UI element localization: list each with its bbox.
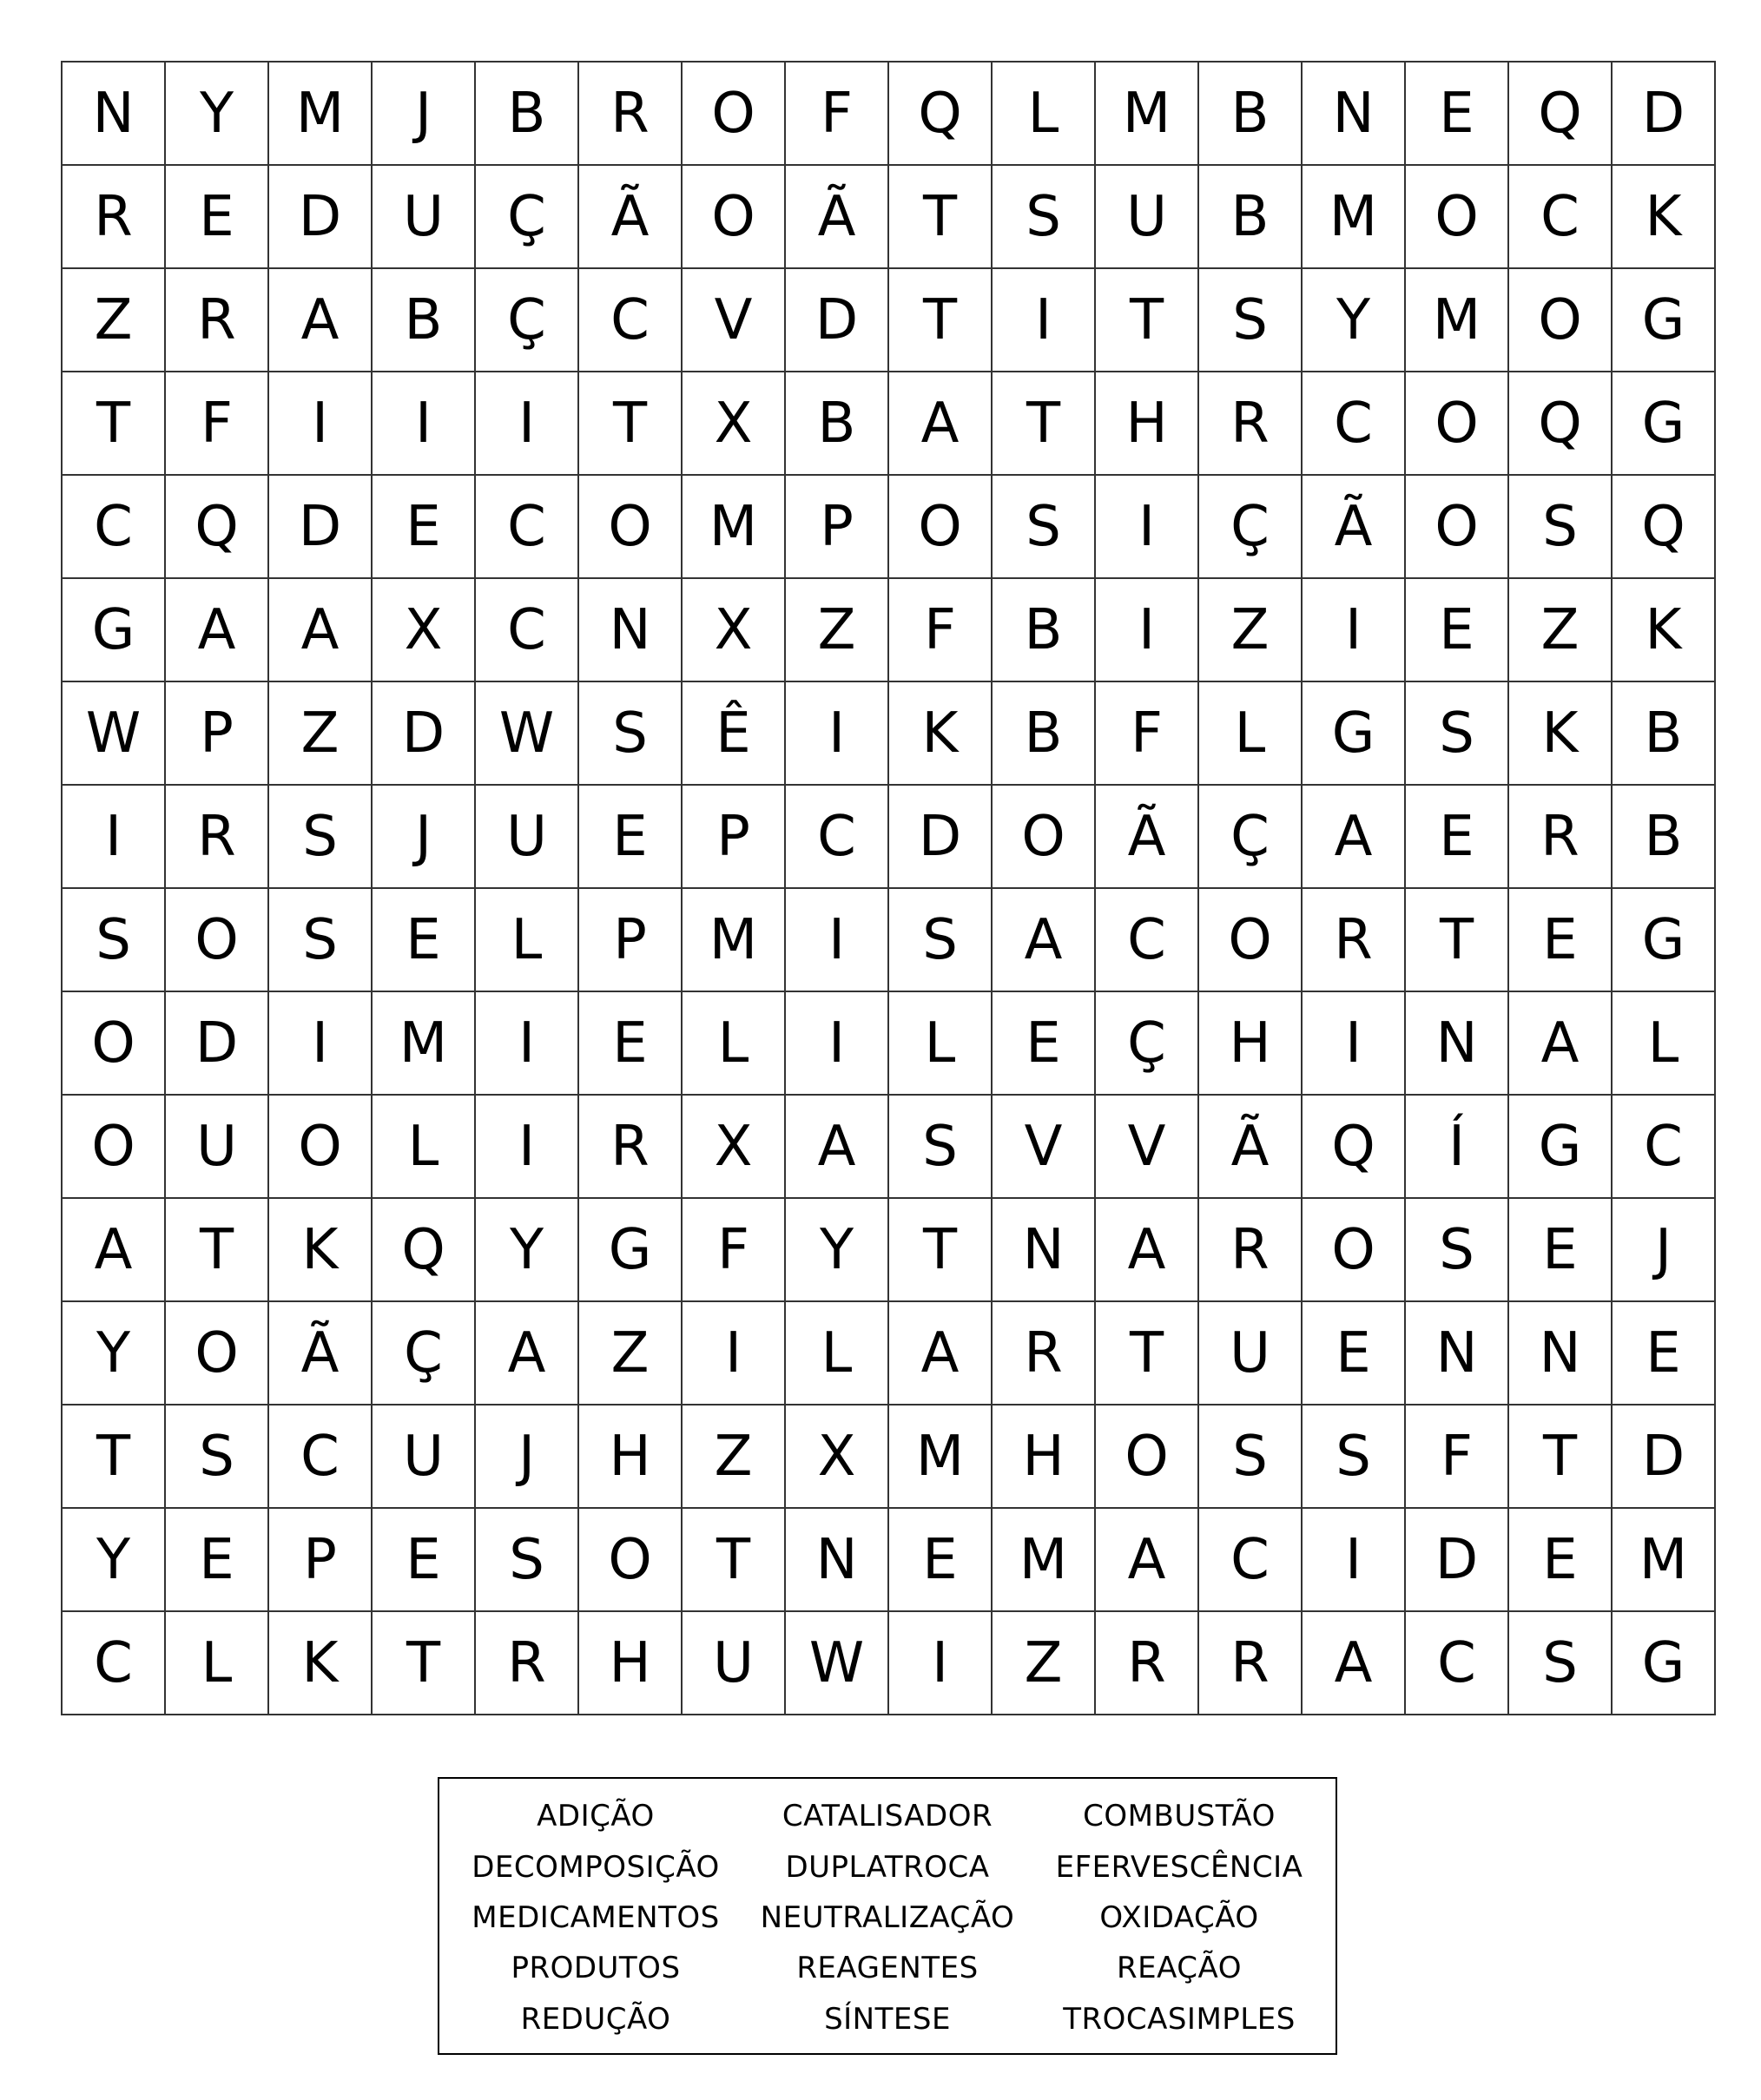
grid-cell[interactable]: C: [1406, 1612, 1509, 1715]
grid-cell[interactable]: A: [476, 1302, 579, 1405]
letter-grid: [61, 61, 1716, 1715]
grid-cell[interactable]: G: [1613, 1612, 1716, 1715]
grid-cell[interactable]: D: [1613, 63, 1716, 166]
grid-cell[interactable]: I: [1096, 476, 1199, 579]
word-list-item: MEDICAMENTOS: [472, 1899, 720, 1935]
grid-cell[interactable]: A: [1303, 1612, 1406, 1715]
grid-cell[interactable]: I: [1303, 1509, 1406, 1612]
grid-cell[interactable]: I: [786, 682, 889, 786]
grid-cell[interactable]: S: [993, 166, 1096, 269]
grid-cell[interactable]: C: [1509, 166, 1613, 269]
grid-cell[interactable]: Z: [1199, 579, 1303, 682]
grid-cell[interactable]: O: [63, 992, 166, 1096]
grid-cell[interactable]: Ã: [1096, 786, 1199, 889]
grid-cell[interactable]: T: [1509, 1405, 1613, 1509]
grid-cell[interactable]: N: [1509, 1302, 1613, 1405]
grid-cell[interactable]: U: [476, 786, 579, 889]
grid-cell[interactable]: S: [166, 1405, 269, 1509]
grid-cell[interactable]: Ç: [373, 1302, 476, 1405]
grid-cell[interactable]: E: [166, 1509, 269, 1612]
grid-cell[interactable]: F: [786, 63, 889, 166]
word-list-item: DUPLATROCA: [785, 1849, 990, 1885]
grid-cell[interactable]: O: [1406, 166, 1509, 269]
grid-cell[interactable]: E: [1613, 1302, 1716, 1405]
grid-cell[interactable]: N: [1406, 992, 1509, 1096]
word-list-item: TROCASIMPLES: [1063, 2001, 1296, 2037]
grid-cell[interactable]: A: [993, 889, 1096, 992]
grid-cell[interactable]: S: [889, 889, 993, 992]
grid-cell[interactable]: D: [1613, 1405, 1716, 1509]
grid-cell[interactable]: F: [1406, 1405, 1509, 1509]
grid-cell[interactable]: E: [1509, 1509, 1613, 1612]
grid-cell[interactable]: J: [1613, 1199, 1716, 1302]
grid-cell[interactable]: Q: [373, 1199, 476, 1302]
grid-cell[interactable]: E: [1509, 889, 1613, 992]
grid-cell[interactable]: R: [166, 786, 269, 889]
grid-cell[interactable]: R: [1199, 1612, 1303, 1715]
grid-cell[interactable]: Q: [1303, 1096, 1406, 1199]
grid-cell[interactable]: L: [786, 1302, 889, 1405]
grid-cell[interactable]: R: [1199, 372, 1303, 476]
grid-cell[interactable]: O: [1406, 476, 1509, 579]
grid-cell[interactable]: I: [476, 1096, 579, 1199]
grid-cell[interactable]: I: [476, 992, 579, 1096]
grid-cell[interactable]: I: [269, 992, 373, 1096]
grid-cell[interactable]: I: [1303, 992, 1406, 1096]
grid-cell[interactable]: B: [1199, 166, 1303, 269]
grid-cell[interactable]: L: [476, 889, 579, 992]
grid-cell[interactable]: J: [373, 786, 476, 889]
grid-cell[interactable]: B: [1613, 786, 1716, 889]
grid-cell[interactable]: Í: [1406, 1096, 1509, 1199]
grid-cell[interactable]: I: [476, 372, 579, 476]
grid-cell[interactable]: T: [1096, 269, 1199, 372]
grid-cell[interactable]: E: [579, 992, 683, 1096]
grid-cell[interactable]: O: [579, 1509, 683, 1612]
word-list-item: REDUÇÃO: [520, 2001, 671, 2037]
grid-cell[interactable]: E: [1406, 579, 1509, 682]
grid-cell[interactable]: R: [1303, 889, 1406, 992]
grid-cell[interactable]: E: [373, 889, 476, 992]
grid-cell[interactable]: D: [889, 786, 993, 889]
grid-cell[interactable]: T: [373, 1612, 476, 1715]
grid-cell[interactable]: W: [63, 682, 166, 786]
grid-cell[interactable]: Z: [993, 1612, 1096, 1715]
grid-cell[interactable]: S: [269, 786, 373, 889]
word-list-item: PRODUTOS: [511, 1951, 681, 1986]
grid-cell[interactable]: E: [1509, 1199, 1613, 1302]
grid-cell[interactable]: L: [1199, 682, 1303, 786]
grid-cell[interactable]: P: [683, 786, 786, 889]
grid-cell[interactable]: G: [1613, 889, 1716, 992]
grid-cell[interactable]: Ç: [1199, 476, 1303, 579]
grid-cell[interactable]: H: [1096, 372, 1199, 476]
grid-cell[interactable]: S: [269, 889, 373, 992]
grid-cell[interactable]: A: [786, 1096, 889, 1199]
grid-cell[interactable]: E: [579, 786, 683, 889]
grid-cell[interactable]: C: [1199, 1509, 1303, 1612]
grid-cell[interactable]: A: [889, 1302, 993, 1405]
grid-cell[interactable]: L: [683, 992, 786, 1096]
grid-cell[interactable]: Ã: [1199, 1096, 1303, 1199]
grid-cell[interactable]: G: [579, 1199, 683, 1302]
grid-cell[interactable]: A: [1096, 1199, 1199, 1302]
grid-cell[interactable]: B: [993, 682, 1096, 786]
grid-cell[interactable]: Ç: [1096, 992, 1199, 1096]
word-list-item: ADIÇÃO: [537, 1799, 655, 1834]
grid-cell[interactable]: O: [63, 1096, 166, 1199]
grid-cell[interactable]: Q: [1509, 372, 1613, 476]
grid-cell[interactable]: M: [1406, 269, 1509, 372]
grid-cell[interactable]: O: [1199, 889, 1303, 992]
grid-cell[interactable]: T: [1406, 889, 1509, 992]
grid-cell[interactable]: T: [889, 166, 993, 269]
grid-cell[interactable]: Y: [786, 1199, 889, 1302]
grid-cell[interactable]: T: [63, 372, 166, 476]
grid-cell[interactable]: L: [166, 1612, 269, 1715]
grid-cell[interactable]: O: [579, 476, 683, 579]
grid-cell[interactable]: S: [993, 476, 1096, 579]
grid-cell[interactable]: B: [993, 579, 1096, 682]
grid-cell[interactable]: Y: [166, 63, 269, 166]
grid-cell[interactable]: H: [579, 1612, 683, 1715]
grid-cell[interactable]: Q: [1613, 476, 1716, 579]
grid-cell[interactable]: S: [1303, 1405, 1406, 1509]
grid-cell[interactable]: O: [166, 889, 269, 992]
word-list-item: COMBUSTÃO: [1083, 1799, 1276, 1834]
grid-cell[interactable]: M: [889, 1405, 993, 1509]
grid-cell[interactable]: M: [1096, 63, 1199, 166]
grid-cell[interactable]: E: [1406, 63, 1509, 166]
grid-cell[interactable]: N: [993, 1199, 1096, 1302]
grid-cell[interactable]: Ã: [269, 1302, 373, 1405]
grid-cell[interactable]: Z: [579, 1302, 683, 1405]
grid-cell[interactable]: Ç: [476, 269, 579, 372]
grid-cell[interactable]: N: [579, 579, 683, 682]
grid-cell[interactable]: M: [373, 992, 476, 1096]
grid-cell[interactable]: P: [269, 1509, 373, 1612]
grid-cell[interactable]: M: [993, 1509, 1096, 1612]
grid-cell[interactable]: R: [993, 1302, 1096, 1405]
grid-cell[interactable]: B: [476, 63, 579, 166]
grid-cell[interactable]: L: [993, 63, 1096, 166]
grid-cell[interactable]: D: [373, 682, 476, 786]
grid-cell[interactable]: U: [166, 1096, 269, 1199]
grid-cell[interactable]: D: [786, 269, 889, 372]
grid-cell[interactable]: K: [889, 682, 993, 786]
grid-cell[interactable]: R: [166, 269, 269, 372]
grid-cell[interactable]: R: [63, 166, 166, 269]
grid-cell[interactable]: V: [993, 1096, 1096, 1199]
grid-cell[interactable]: H: [993, 1405, 1096, 1509]
grid-cell[interactable]: S: [1509, 1612, 1613, 1715]
grid-cell[interactable]: O: [269, 1096, 373, 1199]
grid-cell[interactable]: Y: [1303, 269, 1406, 372]
grid-cell[interactable]: X: [683, 1096, 786, 1199]
grid-cell[interactable]: Y: [476, 1199, 579, 1302]
grid-cell[interactable]: K: [1509, 682, 1613, 786]
grid-cell[interactable]: O: [683, 63, 786, 166]
grid-cell[interactable]: J: [476, 1405, 579, 1509]
grid-cell[interactable]: E: [889, 1509, 993, 1612]
grid-cell[interactable]: K: [269, 1612, 373, 1715]
grid-cell[interactable]: B: [1613, 682, 1716, 786]
grid-cell[interactable]: Q: [889, 63, 993, 166]
grid-cell[interactable]: S: [1199, 1405, 1303, 1509]
grid-cell[interactable]: G: [63, 579, 166, 682]
grid-cell[interactable]: S: [1509, 476, 1613, 579]
grid-cell[interactable]: E: [1303, 1302, 1406, 1405]
grid-cell[interactable]: U: [683, 1612, 786, 1715]
grid-cell[interactable]: H: [579, 1405, 683, 1509]
grid-cell[interactable]: L: [1613, 992, 1716, 1096]
grid-cell[interactable]: C: [269, 1405, 373, 1509]
word-list-item: SÍNTESE: [824, 2001, 951, 2037]
grid-cell[interactable]: I: [993, 269, 1096, 372]
grid-cell[interactable]: R: [476, 1612, 579, 1715]
grid-cell[interactable]: G: [1613, 372, 1716, 476]
grid-cell[interactable]: P: [786, 476, 889, 579]
grid-cell[interactable]: A: [1096, 1509, 1199, 1612]
grid-cell[interactable]: Ê: [683, 682, 786, 786]
grid-cell[interactable]: V: [683, 269, 786, 372]
grid-cell[interactable]: A: [166, 579, 269, 682]
grid-cell[interactable]: R: [1199, 1199, 1303, 1302]
grid-cell[interactable]: S: [889, 1096, 993, 1199]
grid-cell[interactable]: O: [1303, 1199, 1406, 1302]
grid-cell[interactable]: I: [786, 992, 889, 1096]
grid-cell[interactable]: M: [683, 889, 786, 992]
grid-cell[interactable]: I: [1303, 579, 1406, 682]
grid-cell[interactable]: S: [579, 682, 683, 786]
grid-cell[interactable]: P: [579, 889, 683, 992]
grid-cell[interactable]: J: [373, 63, 476, 166]
grid-cell[interactable]: O: [1406, 372, 1509, 476]
grid-cell[interactable]: R: [1096, 1612, 1199, 1715]
grid-cell[interactable]: A: [269, 269, 373, 372]
grid-cell[interactable]: R: [579, 63, 683, 166]
grid-cell[interactable]: T: [1096, 1302, 1199, 1405]
grid-cell[interactable]: M: [683, 476, 786, 579]
grid-cell[interactable]: R: [579, 1096, 683, 1199]
grid-cell[interactable]: W: [476, 682, 579, 786]
grid-cell[interactable]: O: [166, 1302, 269, 1405]
grid-cell[interactable]: E: [373, 1509, 476, 1612]
grid-cell[interactable]: K: [1613, 166, 1716, 269]
grid-cell[interactable]: E: [166, 166, 269, 269]
grid-cell[interactable]: R: [1509, 786, 1613, 889]
grid-cell[interactable]: U: [373, 1405, 476, 1509]
grid-cell[interactable]: Z: [63, 269, 166, 372]
grid-cell[interactable]: M: [269, 63, 373, 166]
word-list-item: NEUTRALIZAÇÃO: [760, 1899, 1015, 1935]
word-list-item: DECOMPOSIÇÃO: [472, 1849, 720, 1885]
grid-cell[interactable]: A: [1509, 992, 1613, 1096]
grid-cell[interactable]: N: [786, 1509, 889, 1612]
grid-cell[interactable]: U: [373, 166, 476, 269]
grid-cell[interactable]: D: [1406, 1509, 1509, 1612]
grid-cell[interactable]: M: [1613, 1509, 1716, 1612]
grid-cell[interactable]: P: [166, 682, 269, 786]
grid-cell[interactable]: T: [993, 372, 1096, 476]
grid-cell[interactable]: N: [1303, 63, 1406, 166]
grid-cell[interactable]: O: [1096, 1405, 1199, 1509]
grid-cell[interactable]: D: [269, 166, 373, 269]
grid-cell[interactable]: T: [63, 1405, 166, 1509]
grid-cell[interactable]: E: [1406, 786, 1509, 889]
grid-cell[interactable]: O: [683, 166, 786, 269]
grid-cell[interactable]: Ã: [1303, 476, 1406, 579]
grid-cell[interactable]: N: [63, 63, 166, 166]
grid-cell[interactable]: G: [1303, 682, 1406, 786]
grid-cell[interactable]: C: [476, 476, 579, 579]
grid-cell[interactable]: Ã: [786, 166, 889, 269]
word-list-item: REAÇÃO: [1117, 1951, 1242, 1986]
grid-cell[interactable]: S: [476, 1509, 579, 1612]
word-list-item: CATALISADOR: [782, 1799, 993, 1834]
grid-cell[interactable]: I: [683, 1302, 786, 1405]
grid-cell[interactable]: M: [1303, 166, 1406, 269]
grid-cell[interactable]: K: [1613, 579, 1716, 682]
grid-cell[interactable]: T: [166, 1199, 269, 1302]
grid-cell[interactable]: B: [786, 372, 889, 476]
grid-cell[interactable]: F: [889, 579, 993, 682]
grid-cell[interactable]: G: [1509, 1096, 1613, 1199]
grid-cell[interactable]: L: [373, 1096, 476, 1199]
grid-cell[interactable]: U: [1096, 166, 1199, 269]
grid-cell[interactable]: C: [1303, 372, 1406, 476]
grid-cell[interactable]: C: [63, 1612, 166, 1715]
grid-cell[interactable]: A: [1303, 786, 1406, 889]
grid-cell[interactable]: Ã: [579, 166, 683, 269]
grid-cell[interactable]: I: [889, 1612, 993, 1715]
grid-cell[interactable]: X: [683, 579, 786, 682]
grid-cell[interactable]: X: [373, 579, 476, 682]
grid-cell[interactable]: T: [683, 1509, 786, 1612]
grid-cell[interactable]: C: [1613, 1096, 1716, 1199]
grid-cell[interactable]: I: [373, 372, 476, 476]
grid-cell[interactable]: C: [786, 786, 889, 889]
grid-cell[interactable]: Ç: [1199, 786, 1303, 889]
grid-cell[interactable]: K: [269, 1199, 373, 1302]
grid-cell[interactable]: C: [579, 269, 683, 372]
grid-cell[interactable]: X: [786, 1405, 889, 1509]
grid-cell[interactable]: Z: [683, 1405, 786, 1509]
grid-cell[interactable]: C: [476, 579, 579, 682]
grid-cell[interactable]: F: [683, 1199, 786, 1302]
grid-cell[interactable]: V: [1096, 1096, 1199, 1199]
grid-cell[interactable]: E: [373, 476, 476, 579]
grid-cell[interactable]: D: [269, 476, 373, 579]
grid-cell[interactable]: I: [786, 889, 889, 992]
grid-cell[interactable]: S: [63, 889, 166, 992]
grid-cell[interactable]: B: [1199, 63, 1303, 166]
grid-cell[interactable]: S: [1199, 269, 1303, 372]
grid-cell[interactable]: A: [63, 1199, 166, 1302]
grid-cell[interactable]: A: [889, 372, 993, 476]
grid-cell[interactable]: C: [63, 476, 166, 579]
grid-cell[interactable]: T: [889, 269, 993, 372]
grid-cell[interactable]: Z: [1509, 579, 1613, 682]
grid-cell[interactable]: S: [1406, 682, 1509, 786]
grid-cell[interactable]: O: [993, 786, 1096, 889]
grid-cell[interactable]: I: [1096, 579, 1199, 682]
grid-cell[interactable]: Q: [1509, 63, 1613, 166]
grid-cell[interactable]: I: [63, 786, 166, 889]
grid-cell[interactable]: Ç: [476, 166, 579, 269]
grid-cell[interactable]: X: [683, 372, 786, 476]
word-list-item: REAGENTES: [796, 1951, 979, 1986]
grid-cell[interactable]: Q: [166, 476, 269, 579]
grid-cell[interactable]: Z: [786, 579, 889, 682]
grid-cell[interactable]: C: [1096, 889, 1199, 992]
grid-cell[interactable]: T: [579, 372, 683, 476]
grid-cell[interactable]: I: [269, 372, 373, 476]
word-list: [438, 1777, 1337, 2055]
grid-cell[interactable]: T: [889, 1199, 993, 1302]
grid-cell[interactable]: F: [1096, 682, 1199, 786]
grid-cell[interactable]: Z: [269, 682, 373, 786]
grid-cell[interactable]: H: [1199, 992, 1303, 1096]
grid-cell[interactable]: E: [993, 992, 1096, 1096]
grid-cell[interactable]: L: [889, 992, 993, 1096]
grid-cell[interactable]: F: [166, 372, 269, 476]
grid-cell[interactable]: U: [1199, 1302, 1303, 1405]
grid-cell[interactable]: G: [1613, 269, 1716, 372]
grid-cell[interactable]: B: [373, 269, 476, 372]
grid-cell[interactable]: N: [1406, 1302, 1509, 1405]
grid-cell[interactable]: O: [889, 476, 993, 579]
grid-cell[interactable]: Y: [63, 1302, 166, 1405]
grid-cell[interactable]: O: [1509, 269, 1613, 372]
grid-cell[interactable]: Y: [63, 1509, 166, 1612]
word-list-item: EFERVESCÊNCIA: [1055, 1849, 1303, 1885]
grid-cell[interactable]: D: [166, 992, 269, 1096]
grid-cell[interactable]: S: [1406, 1199, 1509, 1302]
grid-cell[interactable]: W: [786, 1612, 889, 1715]
word-list-item: OXIDAÇÃO: [1099, 1899, 1259, 1935]
grid-cell[interactable]: A: [269, 579, 373, 682]
